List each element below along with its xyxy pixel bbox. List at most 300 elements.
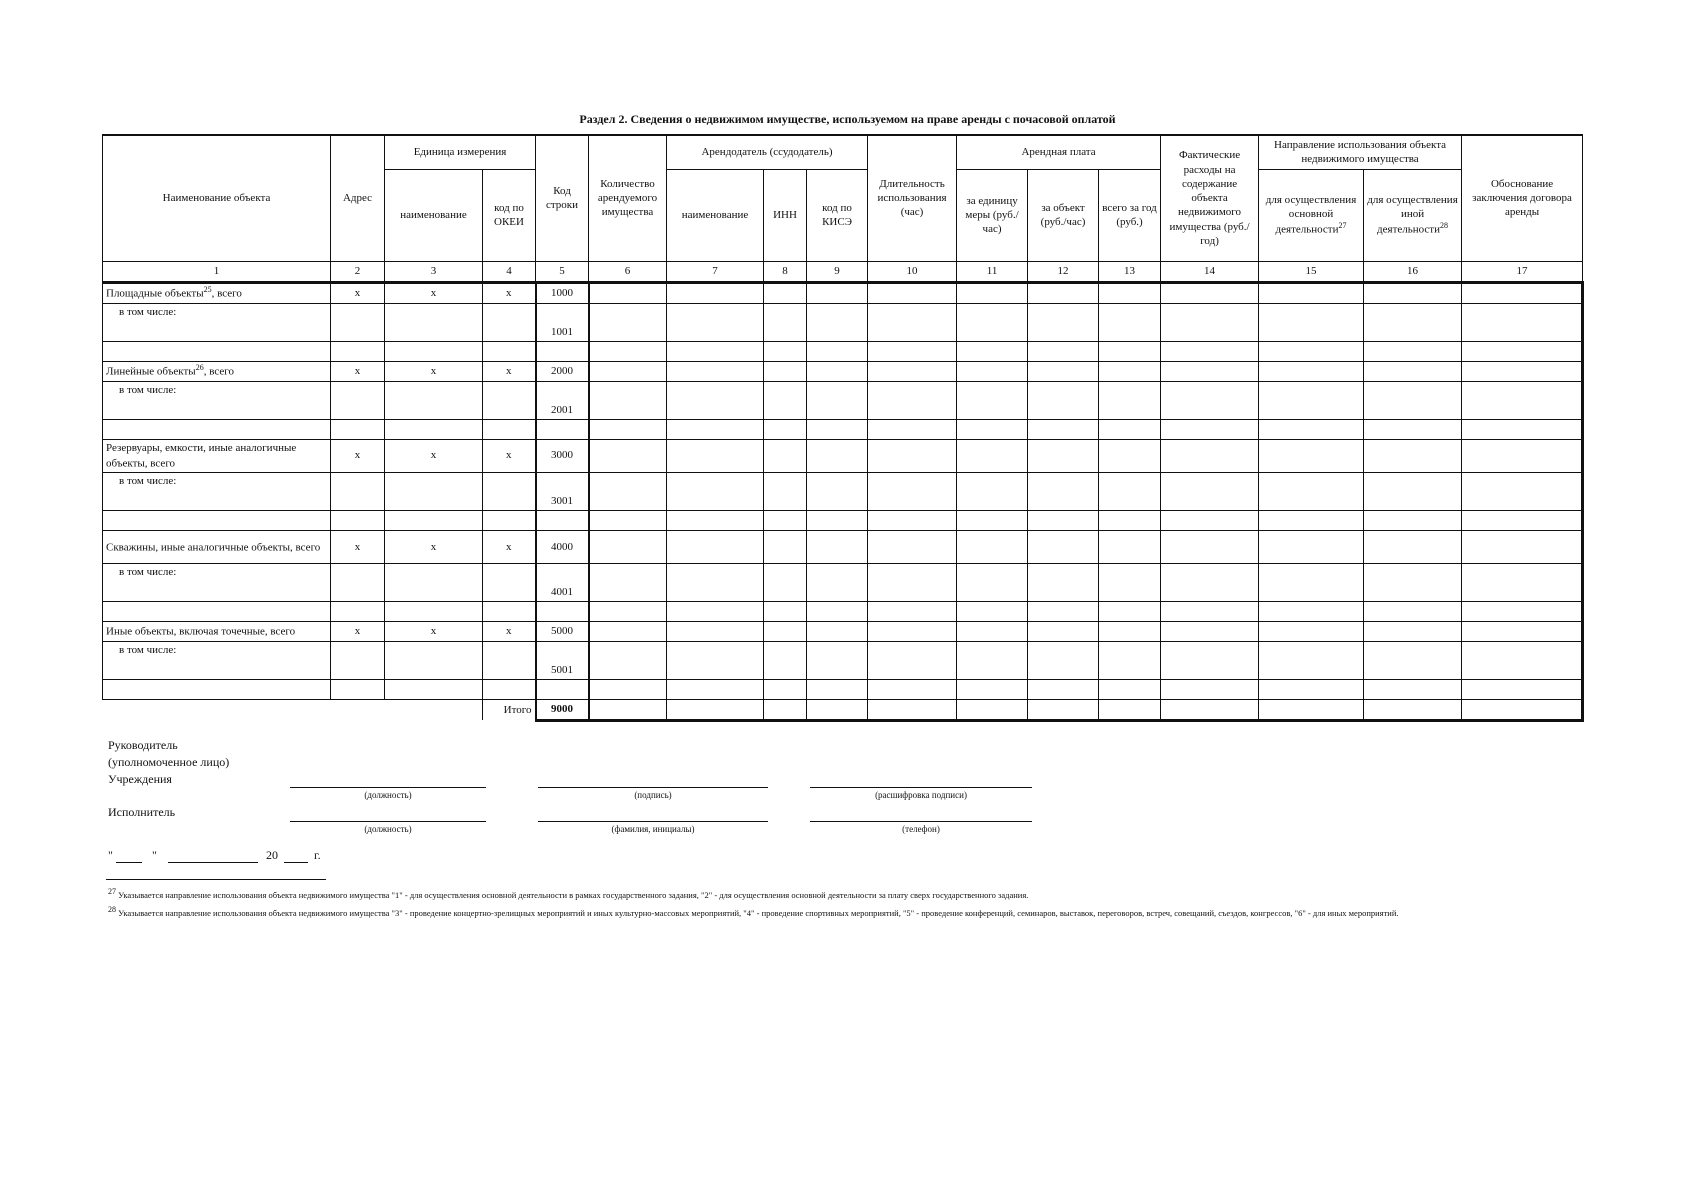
exec-phone-caption: (телефон)	[902, 824, 940, 834]
footnote-27-text: Указывается направление использования объекта недвижимого имущества "1" - для осуществления основной деятельности в рамках государственного задания, "2" - для осуществления основной деятельности за плату сверх государственного задания.	[118, 889, 1029, 900]
group-1-cell-17	[1462, 361, 1583, 381]
table-row	[103, 282, 1583, 303]
sub-unit-okei-cell	[483, 303, 536, 341]
head-decode-line	[810, 787, 1032, 788]
spacer-address-cell	[331, 510, 385, 530]
table-row	[103, 530, 1583, 563]
col-header-unit-group: Единица измерения	[385, 135, 536, 169]
address-x-mark: x	[331, 439, 385, 472]
row-code: 4000	[536, 530, 589, 563]
object-footnote-ref: 26	[195, 363, 204, 373]
col-header-rent-group: Арендная плата	[957, 135, 1161, 169]
spacer-4-cell-7	[667, 679, 764, 699]
sub-4-cell-12	[1028, 641, 1099, 679]
object-name: Скважины, иные аналогичные объекты, всего	[106, 541, 321, 554]
spacer-4-cell-6	[589, 679, 667, 699]
sub-2-cell-9	[807, 472, 868, 510]
group-2-cell-10	[868, 439, 957, 472]
group-0-cell-6	[589, 282, 667, 303]
spacer-3-cell-11	[957, 601, 1028, 621]
date-day-line	[116, 862, 142, 863]
col-header-row-code: Код строки	[536, 135, 589, 261]
spacer-1-cell-15	[1259, 419, 1364, 439]
sub-3-cell-7	[667, 563, 764, 601]
col-header-rent-unit: за единицу меры (руб./час)	[957, 169, 1028, 261]
group-1-cell-15	[1259, 361, 1364, 381]
column-number-8: 8	[764, 261, 807, 282]
sub-0-cell-8	[764, 303, 807, 341]
object-footnote-ref: 25	[203, 285, 212, 295]
spacer-4-cell-16	[1364, 679, 1462, 699]
spacer-code-cell	[536, 341, 589, 361]
unit-name-x-mark: x	[385, 282, 483, 303]
spacer-1-cell-9	[807, 419, 868, 439]
spacer-2-cell-16	[1364, 510, 1462, 530]
spacer-0-cell-13	[1099, 341, 1161, 361]
col-header-name: Наименование объекта	[103, 135, 331, 261]
object-name-suffix: , всего	[203, 365, 234, 378]
spacer-1-cell-17	[1462, 419, 1583, 439]
group-0-cell-15	[1259, 282, 1364, 303]
unit-okei-x-mark: x	[483, 361, 536, 381]
group-3-cell-8	[764, 530, 807, 563]
exec-position-line	[290, 821, 486, 822]
group-3-cell-14	[1161, 530, 1259, 563]
total-cell-14	[1161, 699, 1259, 720]
column-number-6: 6	[589, 261, 667, 282]
group-3-cell-6	[589, 530, 667, 563]
spacer-3-cell-8	[764, 601, 807, 621]
total-blank	[103, 699, 483, 720]
sub-row-code: 5001	[536, 641, 589, 679]
group-3-cell-9	[807, 530, 868, 563]
spacer-address-cell	[331, 679, 385, 699]
sub-1-cell-10	[868, 381, 957, 419]
col-header-actual-costs: Фактические расходы на содержание объекта недвижимого имущества (руб./год)	[1161, 135, 1259, 261]
spacer-2-cell-10	[868, 510, 957, 530]
exec-name-line	[538, 821, 768, 822]
sub-3-cell-11	[957, 563, 1028, 601]
col-header-quantity: Количество арендуемого имущества	[589, 135, 667, 261]
group-1-cell-11	[957, 361, 1028, 381]
object-name-cell	[103, 361, 331, 381]
table-row	[103, 641, 1583, 679]
spacer-2-cell-7	[667, 510, 764, 530]
sub-0-cell-10	[868, 303, 957, 341]
executor-label: Исполнитель	[108, 805, 176, 819]
sub-4-cell-6	[589, 641, 667, 679]
address-x-mark: x	[331, 282, 385, 303]
sub-0-cell-16	[1364, 303, 1462, 341]
sub-2-cell-6	[589, 472, 667, 510]
sub-unit-okei-cell	[483, 563, 536, 601]
group-0-cell-16	[1364, 282, 1462, 303]
group-0-cell-14	[1161, 282, 1259, 303]
group-2-cell-7	[667, 439, 764, 472]
object-name-cell	[103, 621, 331, 641]
sub-3-cell-15	[1259, 563, 1364, 601]
total-cell-17	[1462, 699, 1583, 720]
sub-3-cell-12	[1028, 563, 1099, 601]
row-code: 1000	[536, 282, 589, 303]
unit-name-x-mark: x	[385, 439, 483, 472]
table-row	[103, 601, 1583, 621]
footnote-ref-27: 27	[1338, 221, 1347, 231]
group-4-cell-17	[1462, 621, 1583, 641]
sub-unit-okei-cell	[483, 641, 536, 679]
sub-unit-name-cell	[385, 472, 483, 510]
col-header-basis: Обоснование заключения договора аренды	[1462, 135, 1583, 261]
col-header-lessor-group: Арендодатель (ссудодатель)	[667, 135, 868, 169]
address-x-mark: x	[331, 361, 385, 381]
group-4-cell-11	[957, 621, 1028, 641]
column-number-3: 3	[385, 261, 483, 282]
spacer-2-cell-8	[764, 510, 807, 530]
spacer-unit-name-cell	[385, 341, 483, 361]
row-code: 3000	[536, 439, 589, 472]
sub-unit-okei-cell	[483, 381, 536, 419]
spacer-address-cell	[331, 601, 385, 621]
column-number-2: 2	[331, 261, 385, 282]
row-code: 2000	[536, 361, 589, 381]
sub-0-cell-11	[957, 303, 1028, 341]
spacer-1-cell-6	[589, 419, 667, 439]
table-row	[103, 679, 1583, 699]
sub-row-code: 4001	[536, 563, 589, 601]
unit-okei-x-mark: x	[483, 282, 536, 303]
object-name: Иные объекты, включая точечные, всего	[106, 625, 296, 638]
dir-main-text: для осуществления основной деятельности	[1265, 193, 1357, 236]
group-4-cell-13	[1099, 621, 1161, 641]
spacer-3-cell-7	[667, 601, 764, 621]
sub-2-cell-13	[1099, 472, 1161, 510]
spacer-4-cell-13	[1099, 679, 1161, 699]
sub-address-cell	[331, 381, 385, 419]
row-code: 5000	[536, 621, 589, 641]
footnote-28-num: 28	[108, 905, 116, 914]
spacer-unit-name-cell	[385, 601, 483, 621]
column-number-row	[103, 261, 1583, 282]
footnote-ref-28: 28	[1440, 221, 1449, 231]
spacer-0-cell-12	[1028, 341, 1099, 361]
head-decode-caption: (расшифровка подписи)	[875, 790, 967, 800]
col-header-direction-other	[1364, 169, 1462, 261]
column-number-14: 14	[1161, 261, 1259, 282]
object-name: Линейные объекты	[106, 365, 196, 378]
total-cell-11	[957, 699, 1028, 720]
address-x-mark: x	[331, 530, 385, 563]
total-cell-16	[1364, 699, 1462, 720]
group-3-cell-13	[1099, 530, 1161, 563]
sub-0-cell-13	[1099, 303, 1161, 341]
table-row	[103, 439, 1583, 472]
table-body	[103, 261, 1583, 720]
spacer-code-cell	[536, 601, 589, 621]
column-number-4: 4	[483, 261, 536, 282]
date-month-line	[168, 862, 258, 863]
spacer-4-cell-10	[868, 679, 957, 699]
column-number-13: 13	[1099, 261, 1161, 282]
spacer-0-cell-16	[1364, 341, 1462, 361]
spacer-0-cell-14	[1161, 341, 1259, 361]
sub-4-cell-14	[1161, 641, 1259, 679]
sub-address-cell	[331, 472, 385, 510]
spacer-2-cell-12	[1028, 510, 1099, 530]
col-header-lessor-kise: код по КИСЭ	[807, 169, 868, 261]
column-number-12: 12	[1028, 261, 1099, 282]
column-number-5: 5	[536, 261, 589, 282]
spacer-4-cell-17	[1462, 679, 1583, 699]
date-year-prefix: 20	[266, 848, 278, 862]
col-header-duration: Длительность использования (час)	[868, 135, 957, 261]
object-name-cell	[103, 530, 331, 563]
sub-unit-name-cell	[385, 381, 483, 419]
dir-other-text: для осуществления иной деятельности	[1367, 193, 1458, 236]
sub-3-cell-8	[764, 563, 807, 601]
col-header-rent-year: всего за год (руб.)	[1099, 169, 1161, 261]
spacer-0-cell-10	[868, 341, 957, 361]
column-number-15: 15	[1259, 261, 1364, 282]
including-label: в том числе:	[103, 472, 331, 510]
group-2-cell-6	[589, 439, 667, 472]
including-label: в том числе:	[103, 563, 331, 601]
spacer-3-cell-15	[1259, 601, 1364, 621]
sub-2-cell-15	[1259, 472, 1364, 510]
table-row	[103, 563, 1583, 601]
sub-2-cell-7	[667, 472, 764, 510]
column-number-7: 7	[667, 261, 764, 282]
footnote-separator	[106, 879, 326, 880]
group-3-cell-12	[1028, 530, 1099, 563]
group-3-cell-7	[667, 530, 764, 563]
sub-address-cell	[331, 303, 385, 341]
col-header-direction-group: Направление использования объекта недвижимого имущества	[1259, 135, 1462, 169]
unit-okei-x-mark: x	[483, 439, 536, 472]
group-4-cell-6	[589, 621, 667, 641]
sub-2-cell-17	[1462, 472, 1583, 510]
including-label: в том числе:	[103, 381, 331, 419]
spacer-code-cell	[536, 510, 589, 530]
head-label-2: (уполномоченное лицо)	[108, 755, 230, 769]
sub-address-cell	[331, 563, 385, 601]
total-cell-10	[868, 699, 957, 720]
spacer-address-cell	[331, 341, 385, 361]
sub-4-cell-15	[1259, 641, 1364, 679]
sub-1-cell-7	[667, 381, 764, 419]
sub-0-cell-6	[589, 303, 667, 341]
column-number-16: 16	[1364, 261, 1462, 282]
group-1-cell-9	[807, 361, 868, 381]
sub-0-cell-12	[1028, 303, 1099, 341]
sub-unit-okei-cell	[483, 472, 536, 510]
spacer-0-cell-8	[764, 341, 807, 361]
sub-2-cell-14	[1161, 472, 1259, 510]
exec-phone-line	[810, 821, 1032, 822]
spacer-address-cell	[331, 419, 385, 439]
sub-0-cell-15	[1259, 303, 1364, 341]
object-name-suffix: , всего	[211, 287, 242, 300]
spacer-3-cell-13	[1099, 601, 1161, 621]
sub-1-cell-6	[589, 381, 667, 419]
group-0-cell-11	[957, 282, 1028, 303]
head-label-3: Учреждения	[108, 772, 172, 786]
sub-4-cell-17	[1462, 641, 1583, 679]
group-3-cell-16	[1364, 530, 1462, 563]
spacer-3-cell-10	[868, 601, 957, 621]
footnote-28	[108, 905, 1588, 919]
total-label: Итого	[503, 703, 532, 716]
spacer-3-cell-9	[807, 601, 868, 621]
spacer-1-cell-8	[764, 419, 807, 439]
sub-4-cell-11	[957, 641, 1028, 679]
group-1-cell-12	[1028, 361, 1099, 381]
sub-4-cell-10	[868, 641, 957, 679]
spacer-0-cell-7	[667, 341, 764, 361]
head-signature-line	[538, 787, 768, 788]
sub-1-cell-8	[764, 381, 807, 419]
table-row	[103, 419, 1583, 439]
head-label-1: Руководитель	[108, 738, 178, 752]
unit-name-x-mark: x	[385, 530, 483, 563]
spacer-2-cell-6	[589, 510, 667, 530]
sub-0-cell-14	[1161, 303, 1259, 341]
total-cell-13	[1099, 699, 1161, 720]
col-header-unit-name: наименование	[385, 169, 483, 261]
spacer-2-cell-15	[1259, 510, 1364, 530]
object-name: Площадные объекты	[106, 287, 204, 300]
spacer-1-cell-10	[868, 419, 957, 439]
spacer-4-cell-14	[1161, 679, 1259, 699]
column-number-1: 1	[103, 261, 331, 282]
column-number-11: 11	[957, 261, 1028, 282]
sub-row-code: 3001	[536, 472, 589, 510]
footnote-28-text: Указывается направление использования объекта недвижимого имущества "3" - проведение концертно-зрелищных мероприятий и иных культурно-массовых мероприятий, "4" - проведение спортивных мероприятий, "5" - проведение конференций, семинаров, выставок, переговоров, встреч, совещаний, съездов, конгрессов, "6" - для иных мероприятий.	[118, 907, 1399, 918]
sub-row-code: 1001	[536, 303, 589, 341]
table-row	[103, 621, 1583, 641]
sub-4-cell-9	[807, 641, 868, 679]
spacer-3-cell-16	[1364, 601, 1462, 621]
sub-1-cell-14	[1161, 381, 1259, 419]
sub-3-cell-13	[1099, 563, 1161, 601]
sub-2-cell-8	[764, 472, 807, 510]
col-header-lessor-inn: ИНН	[764, 169, 807, 261]
group-0-cell-17	[1462, 282, 1583, 303]
spacer-unit-name-cell	[385, 679, 483, 699]
spacer-3-cell-14	[1161, 601, 1259, 621]
footnote-27-num: 27	[108, 887, 116, 896]
sub-1-cell-13	[1099, 381, 1161, 419]
total-cell-12	[1028, 699, 1099, 720]
spacer-4-cell-12	[1028, 679, 1099, 699]
column-number-17: 17	[1462, 261, 1583, 282]
group-2-cell-15	[1259, 439, 1364, 472]
group-0-cell-8	[764, 282, 807, 303]
date-year-line	[284, 862, 308, 863]
spacer-unit-okei-cell	[483, 601, 536, 621]
spacer-4-cell-8	[764, 679, 807, 699]
head-position-caption: (должность)	[364, 790, 412, 800]
spacer-4-cell-15	[1259, 679, 1364, 699]
group-2-cell-16	[1364, 439, 1462, 472]
exec-position-caption: (должность)	[364, 824, 412, 834]
table-row	[103, 472, 1583, 510]
total-cell-8	[764, 699, 807, 720]
sub-1-cell-11	[957, 381, 1028, 419]
group-2-cell-14	[1161, 439, 1259, 472]
spacer-1-cell-7	[667, 419, 764, 439]
object-name: Резервуары, емкости, иные аналогичные объекты, всего	[106, 441, 297, 470]
total-cell-9	[807, 699, 868, 720]
group-3-cell-10	[868, 530, 957, 563]
spacer-4-cell-9	[807, 679, 868, 699]
col-header-direction-main	[1259, 169, 1364, 261]
spacer-2-cell-14	[1161, 510, 1259, 530]
group-0-cell-10	[868, 282, 957, 303]
spacer-0-cell-9	[807, 341, 868, 361]
sub-1-cell-12	[1028, 381, 1099, 419]
real-estate-table	[102, 134, 1584, 722]
date-quote-close: "	[152, 848, 157, 862]
spacer-3-cell-6	[589, 601, 667, 621]
unit-name-x-mark: x	[385, 361, 483, 381]
head-signature-caption: (подпись)	[634, 790, 672, 800]
footnote-27	[108, 887, 1588, 901]
spacer-3-cell-17	[1462, 601, 1583, 621]
sub-1-cell-16	[1364, 381, 1462, 419]
group-4-cell-12	[1028, 621, 1099, 641]
spacer-0-cell-11	[957, 341, 1028, 361]
group-1-cell-13	[1099, 361, 1161, 381]
sub-row-code: 2001	[536, 381, 589, 419]
group-2-cell-9	[807, 439, 868, 472]
total-cell-15	[1259, 699, 1364, 720]
group-3-cell-15	[1259, 530, 1364, 563]
group-3-cell-17	[1462, 530, 1583, 563]
sub-4-cell-7	[667, 641, 764, 679]
address-x-mark: x	[331, 621, 385, 641]
group-4-cell-15	[1259, 621, 1364, 641]
column-number-9: 9	[807, 261, 868, 282]
spacer-name-cell	[103, 510, 331, 530]
group-0-cell-9	[807, 282, 868, 303]
sub-unit-name-cell	[385, 641, 483, 679]
sub-3-cell-10	[868, 563, 957, 601]
unit-okei-x-mark: x	[483, 530, 536, 563]
spacer-unit-okei-cell	[483, 341, 536, 361]
group-4-cell-7	[667, 621, 764, 641]
sub-0-cell-7	[667, 303, 764, 341]
group-4-cell-14	[1161, 621, 1259, 641]
sub-1-cell-17	[1462, 381, 1583, 419]
spacer-name-cell	[103, 341, 331, 361]
total-row	[103, 699, 1583, 720]
spacer-1-cell-16	[1364, 419, 1462, 439]
group-1-cell-16	[1364, 361, 1462, 381]
sub-1-cell-9	[807, 381, 868, 419]
table-row	[103, 303, 1583, 341]
spacer-unit-name-cell	[385, 419, 483, 439]
group-1-cell-10	[868, 361, 957, 381]
exec-name-caption: (фамилия, инициалы)	[611, 824, 695, 834]
total-cell-6	[589, 699, 667, 720]
table-row	[103, 341, 1583, 361]
spacer-4-cell-11	[957, 679, 1028, 699]
table-row	[103, 381, 1583, 419]
sub-3-cell-14	[1161, 563, 1259, 601]
group-0-cell-13	[1099, 282, 1161, 303]
spacer-0-cell-17	[1462, 341, 1583, 361]
spacer-1-cell-14	[1161, 419, 1259, 439]
